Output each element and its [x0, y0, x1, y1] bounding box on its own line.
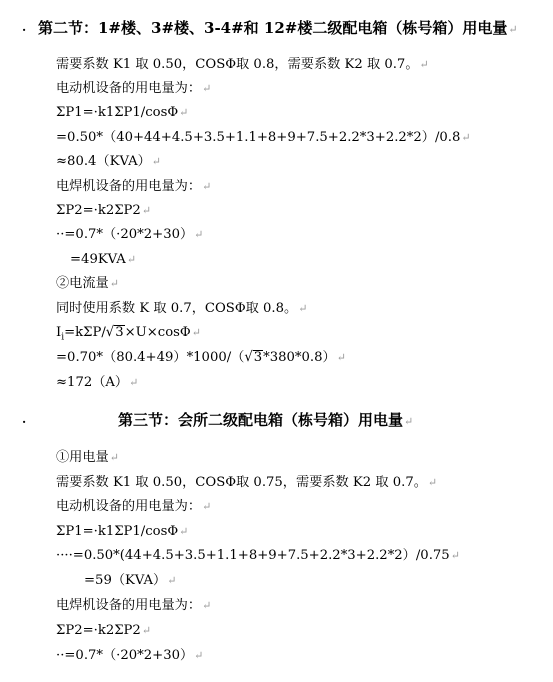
line-text: ··=0.7*（·20*2+30） — [56, 648, 194, 663]
paragraph-mark-icon: ↵ — [461, 131, 471, 144]
paragraph-mark-icon: ↵ — [109, 451, 119, 464]
paragraph-mark-icon: ↵ — [202, 82, 212, 95]
line-text: ··=0.7*（·20*2+30） — [56, 227, 194, 242]
line-text: ΣP2=·k2ΣP2 — [56, 203, 141, 218]
section3-line-2 — [56, 474, 437, 492]
calc-pre: =0.70*（80.4+49）*1000/（ — [56, 350, 245, 365]
paragraph-mark-icon: ↵ — [427, 476, 438, 489]
section2-title-text: 第二节：1#楼、3#楼、3-4#和 12#楼二级配电箱（栋号箱）用电量 — [38, 19, 508, 37]
section2-line-4 — [56, 129, 471, 147]
current-calculation — [56, 349, 346, 367]
paragraph-mark-icon: ↵ — [202, 599, 212, 612]
paragraph-mark-icon: ↵ — [508, 23, 518, 36]
section3-line-7 — [56, 597, 211, 615]
paragraph-mark-icon: ↵ — [419, 58, 429, 71]
current-result — [56, 374, 138, 392]
paragraph-mark-icon: ↵ — [202, 500, 212, 513]
line-text: 需要系数 K1 取 0.50，COSΦ取 0.75，需要系数 K2 取 0.7。 — [56, 475, 427, 490]
calc-post: *380*0.8） — [263, 350, 336, 365]
line-text: =59（KVA） — [84, 573, 167, 588]
section2-line-2 — [56, 80, 211, 98]
section2-bullet: · — [22, 23, 27, 37]
paragraph-mark-icon: ↵ — [129, 376, 139, 389]
paragraph-mark-icon: ↵ — [126, 253, 137, 266]
formula-subscript: i — [61, 332, 65, 343]
line-text: 同时使用系数 K 取 0.7，COSΦ取 0.8。 — [56, 301, 298, 316]
section3-line-5 — [56, 547, 460, 565]
line-text: 电动机设备的用电量为： — [56, 81, 202, 96]
sqrt-icon: √ — [244, 349, 253, 366]
line-text: ≈80.4（KVA） — [56, 154, 151, 169]
formula-lhs: I — [56, 325, 62, 340]
section3-line-4 — [56, 523, 188, 541]
paragraph-mark-icon: ↵ — [141, 624, 152, 637]
section3-line-6 — [84, 572, 176, 590]
paragraph-mark-icon: ↵ — [179, 525, 189, 538]
formula-rest: ×U×cosΦ — [124, 325, 191, 340]
paragraph-mark-icon: ↵ — [194, 649, 204, 662]
paragraph-mark-icon: ↵ — [404, 415, 414, 428]
section3-line-3 — [56, 498, 211, 516]
paragraph-mark-icon: ↵ — [179, 106, 189, 119]
paragraph-mark-icon: ↵ — [194, 228, 204, 241]
line-text: ≈172（A） — [56, 375, 129, 390]
paragraph-mark-icon: ↵ — [141, 204, 152, 217]
section3-line-9 — [56, 647, 203, 665]
section2-line-8 — [56, 226, 203, 244]
current-formula — [56, 324, 201, 347]
section2-line-9 — [70, 251, 136, 269]
section2-line-1 — [56, 56, 429, 74]
section3-title — [118, 410, 413, 432]
sqrt-radicand: 3 — [115, 325, 124, 340]
section3-bullet: · — [22, 415, 27, 429]
paragraph-mark-icon: ↵ — [151, 155, 162, 168]
section2-line-7 — [56, 202, 151, 220]
paragraph-mark-icon: ↵ — [298, 302, 308, 315]
section3-line-8 — [56, 622, 151, 640]
line-text: ΣP2=·k2ΣP2 — [56, 623, 141, 638]
paragraph-mark-icon: ↵ — [109, 277, 119, 290]
section2-line-3 — [56, 104, 188, 122]
line-text: ····=0.50*(44+4.5+3.5+1.1+8+9+7.5+2.2*3+2.2*2）/0.75 — [56, 548, 450, 563]
line-text: 电焊机设备的用电量为： — [56, 598, 202, 613]
section3-line-1 — [56, 449, 119, 467]
line-text: =49KVA — [70, 252, 126, 267]
section2-line-6 — [56, 178, 211, 196]
line-text: 需要系数 K1 取 0.50，COSΦ取 0.8，需要系数 K2 取 0.7。 — [56, 57, 419, 72]
line-text: =0.50*（40+44+4.5+3.5+1.1+8+9+7.5+2.2*3+2.2*2）/0.8 — [56, 130, 461, 145]
paragraph-mark-icon: ↵ — [336, 351, 346, 364]
paragraph-mark-icon: ↵ — [202, 180, 212, 193]
section2-line-10 — [56, 275, 119, 293]
sqrt-icon: √ — [105, 324, 115, 341]
paragraph-mark-icon: ↵ — [191, 326, 201, 339]
line-text: ΣP1=·k1ΣP1/cosΦ — [56, 105, 179, 120]
line-text: ΣP1=·k1ΣP1/cosΦ — [56, 524, 179, 539]
section2-line-11 — [56, 300, 307, 318]
line-text: 电焊机设备的用电量为： — [56, 179, 202, 194]
paragraph-mark-icon: ↵ — [450, 549, 460, 562]
paragraph-mark-icon: ↵ — [167, 574, 177, 587]
line-text: 电动机设备的用电量为： — [56, 499, 202, 514]
formula-mid: =kΣP/ — [64, 325, 106, 340]
section3-title-text: 第三节：会所二级配电箱（栋号箱）用电量 — [118, 411, 404, 429]
sqrt-radicand: 3 — [253, 350, 263, 365]
line-text: ②电流量 — [56, 276, 109, 291]
section2-title — [38, 18, 518, 40]
line-text: ①用电量 — [56, 450, 109, 465]
section2-line-5 — [56, 153, 161, 171]
